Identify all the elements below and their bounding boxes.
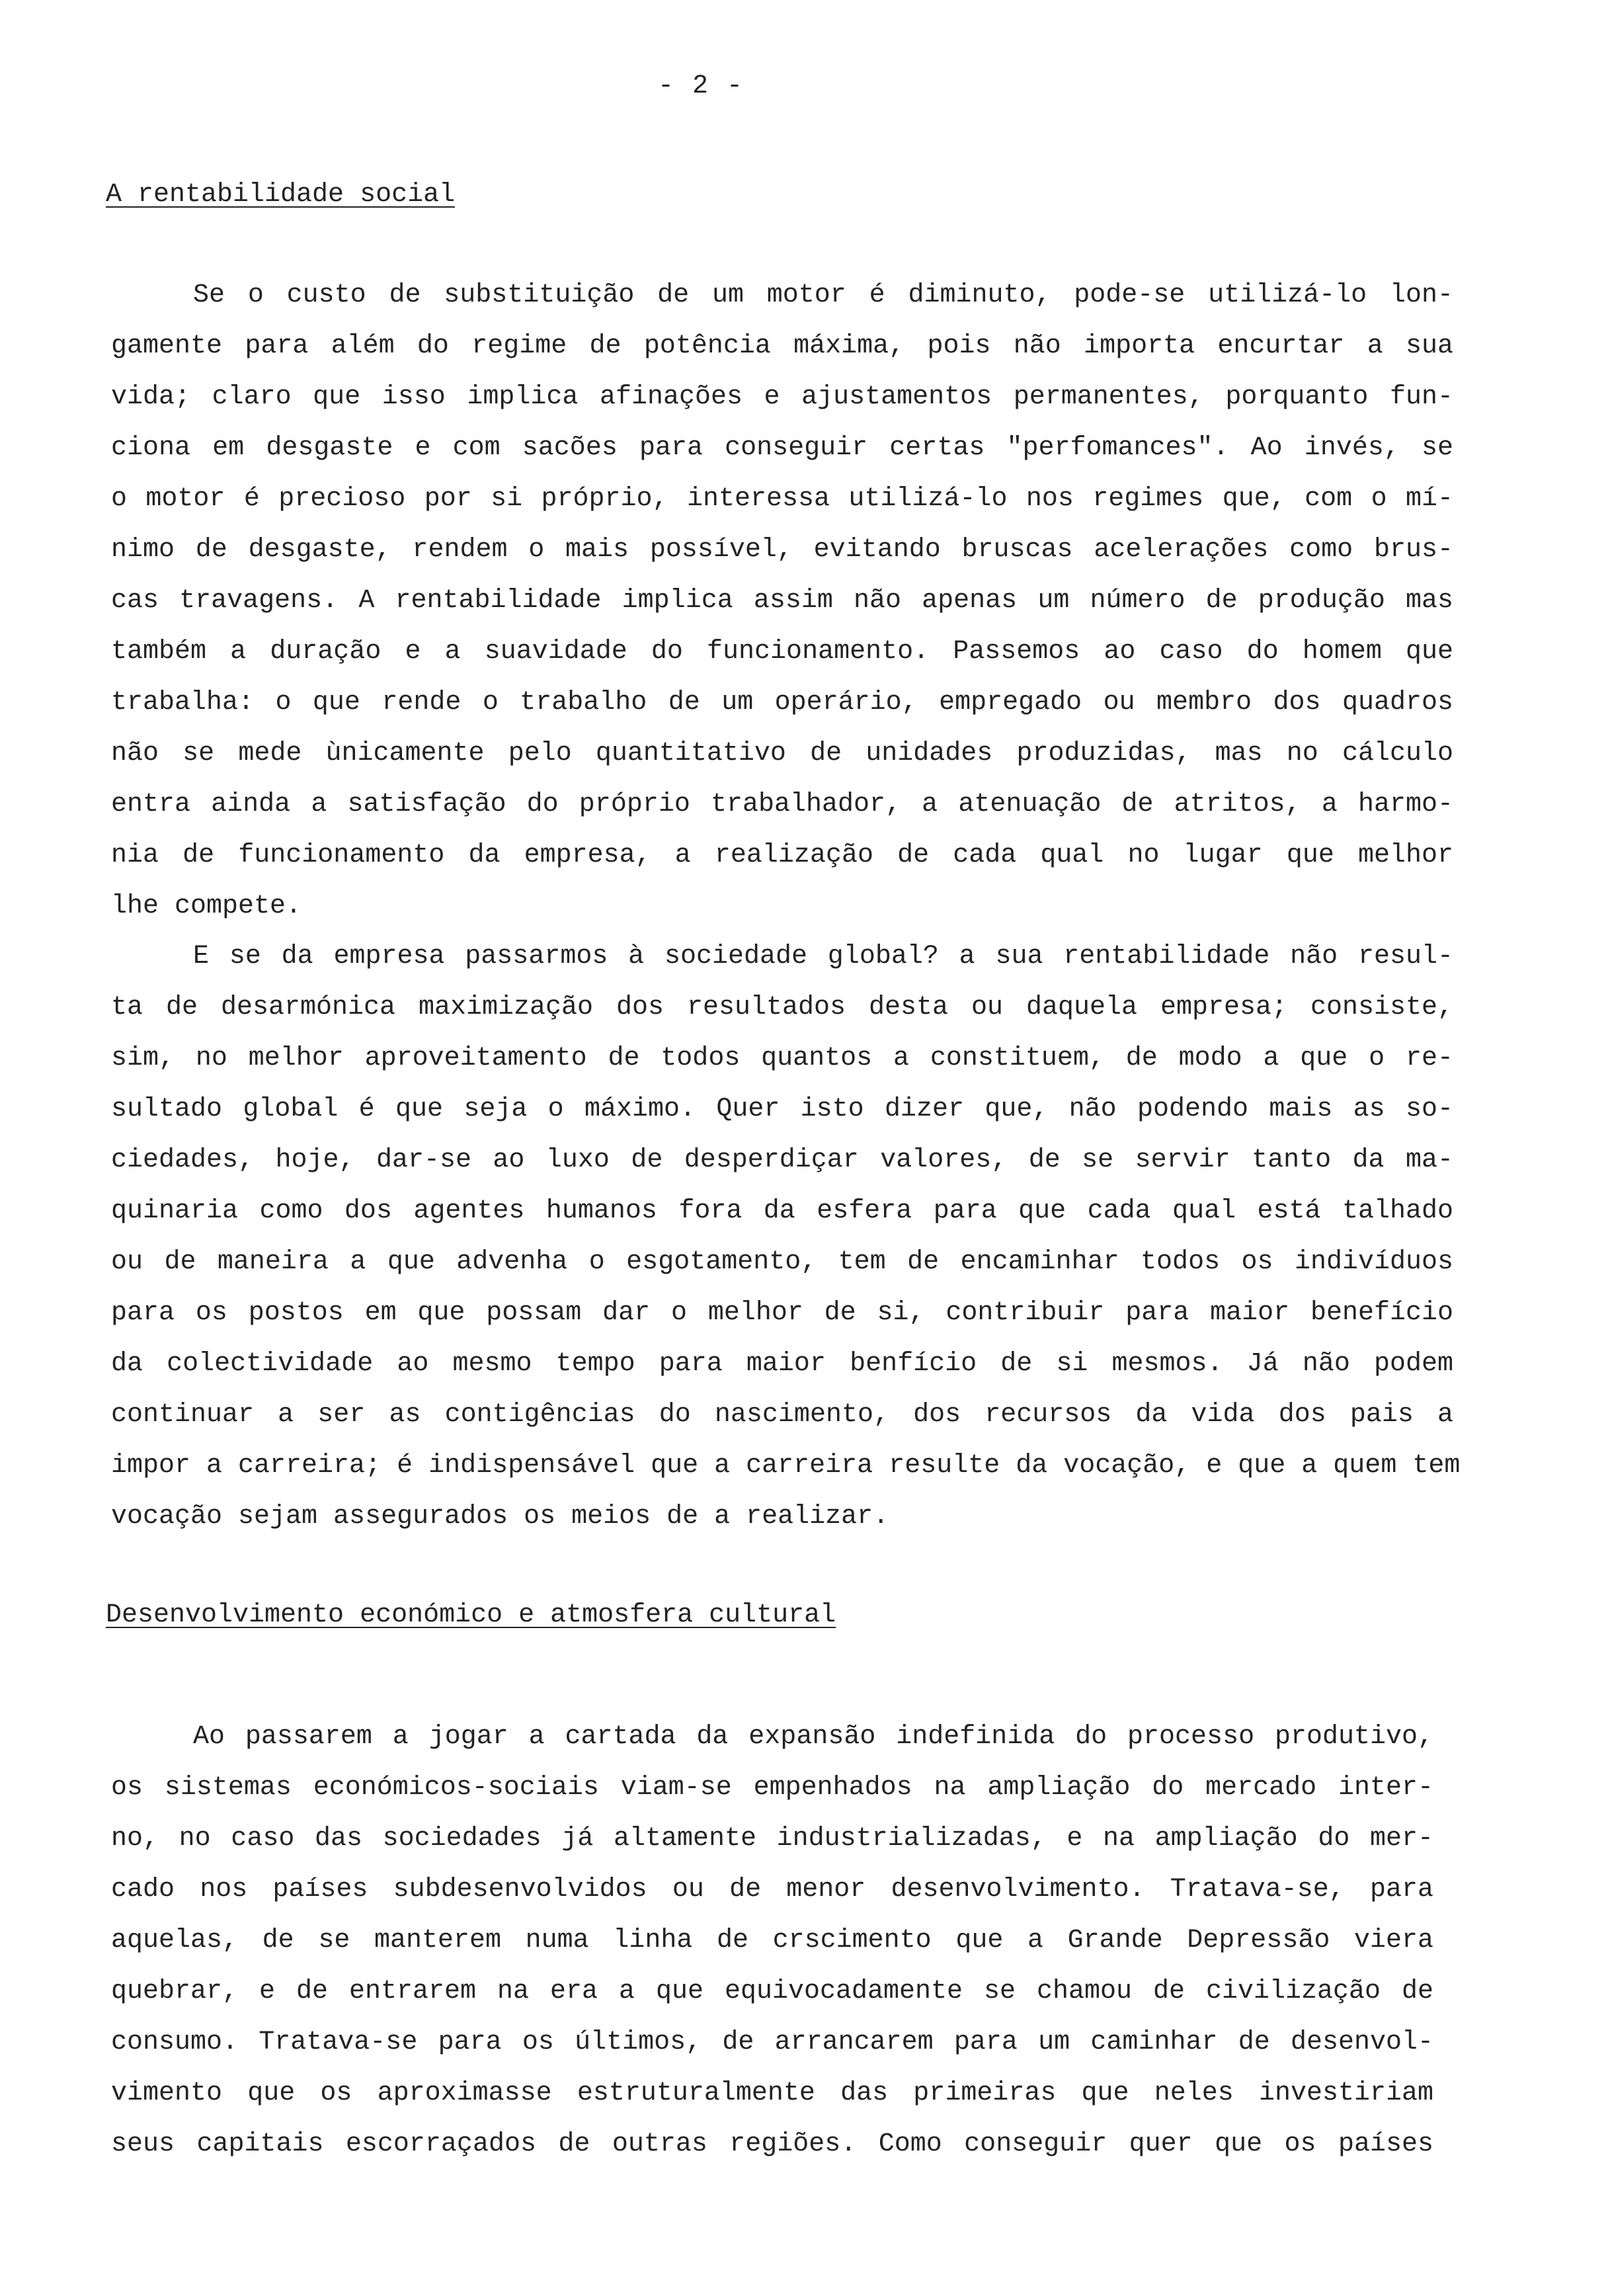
text-line: nia de funcionamento da empresa, a realização de cada qual no lugar que melhor — [111, 840, 1453, 870]
text-line: seus capitais escorraçados de outras regiões. Como conseguir quer que os países — [111, 2129, 1433, 2159]
text-line: cas travagens. A rentabilidade implica assim não apenas um número de produção mas — [111, 586, 1453, 616]
text-line: da colectividade ao mesmo tempo para maior benfício de si mesmos. Já não podem — [111, 1349, 1453, 1379]
text-line: vocação sejam assegurados os meios de a realizar. — [111, 1502, 889, 1532]
text-line: impor a carreira; é indispensável que a carreira resulte da vocação, e que a quem tem — [111, 1451, 1461, 1481]
text-line: para os postos em que possam dar o melhor de si, contribuir para maior benefício — [111, 1298, 1453, 1328]
text-line: o motor é precioso por si próprio, interessa utilizá-lo nos regimes que, com o mí- — [111, 484, 1453, 514]
text-line: vimento que os aproximasse estruturalmente das primeiras que neles investiriam — [111, 2078, 1433, 2108]
text-line: sim, no melhor aproveitamento de todos quantos a constituem, de modo a que o re- — [111, 1044, 1453, 1073]
page-number: - 2 - — [657, 71, 744, 101]
text-line: quinaria como dos agentes humanos fora da esfera para que cada qual está talhado — [111, 1196, 1453, 1226]
text-line: ou de maneira a que advenha o esgotamento, tem de encaminhar todos os indivíduos — [111, 1247, 1453, 1277]
text-line: sultado global é que seja o máximo. Quer isto dizer que, não podendo mais as so- — [111, 1094, 1453, 1124]
text-line: ciedades, hoje, dar-se ao luxo de desperdiçar valores, de se servir tanto da ma- — [111, 1145, 1453, 1175]
text-line: Se o custo de substituição de um motor é diminuto, pode-se utilizá-lo lon- — [193, 280, 1453, 310]
paragraph — [111, 931, 1461, 1542]
text-line: E se da empresa passarmos à sociedade global? a sua rentabilidade não resul- — [193, 942, 1453, 971]
text-line: ciona em desgaste e com sacões para conseguir certas "perfomances". Ao invés, se — [111, 433, 1453, 463]
text-line: continuar a ser as contigências do nascimento, dos recursos da vida dos pais a — [111, 1400, 1453, 1430]
paragraph — [111, 1711, 1433, 2170]
text-line: não se mede ùnicamente pelo quantitativo de unidades produzidas, mas no cálculo — [111, 739, 1453, 768]
text-line: vida; claro que isso implica afinações e ajustamentos permanentes, porquanto fun- — [111, 382, 1453, 412]
text-line: lhe compete. — [111, 891, 302, 921]
text-line: os sistemas económicos-sociais viam-se empenhados na ampliação do mercado inter- — [111, 1773, 1433, 1803]
text-line: também a duração e a suavidade do funcionamento. Passemos ao caso do homem que — [111, 637, 1453, 667]
text-line: gamente para além do regime de potência máxima, pois não importa encurtar a sua — [111, 331, 1453, 361]
text-line: entra ainda a satisfação do próprio trabalhador, a atenuação de atritos, a harmo- — [111, 790, 1453, 819]
section-heading-desenvolvimento-economico: Desenvolvimento económico e atmosfera cultural — [106, 1600, 836, 1630]
text-line: trabalha: o que rende o trabalho de um operário, empregado ou membro dos quadros — [111, 688, 1453, 718]
text-line: cado nos países subdesenvolvidos ou de menor desenvolvimento. Tratava-se, para — [111, 1875, 1433, 1905]
text-line: consumo. Tratava-se para os últimos, de arrancarem para um caminhar de desenvol- — [111, 2028, 1433, 2057]
text-line: nimo de desgaste, rendem o mais possível, evitando bruscas acelerações como brus- — [111, 535, 1453, 565]
text-line: aquelas, de se manterem numa linha de crscimento que a Grande Depressão viera — [111, 1926, 1433, 1955]
paragraph — [111, 270, 1453, 932]
text-line: quebrar, e de entrarem na era a que equivocadamente se chamou de civilização de — [111, 1977, 1433, 2006]
text-line: ta de desarmónica maximização dos resultados desta ou daquela empresa; consiste, — [111, 993, 1453, 1022]
text-line: Ao passarem a jogar a cartada da expansão indefinida do processo produtivo, — [193, 1722, 1433, 1752]
section-heading-rentabilidade-social: A rentabilidade social — [106, 180, 456, 210]
text-line: no, no caso das sociedades já altamente industrializadas, e na ampliação do mer- — [111, 1824, 1433, 1854]
